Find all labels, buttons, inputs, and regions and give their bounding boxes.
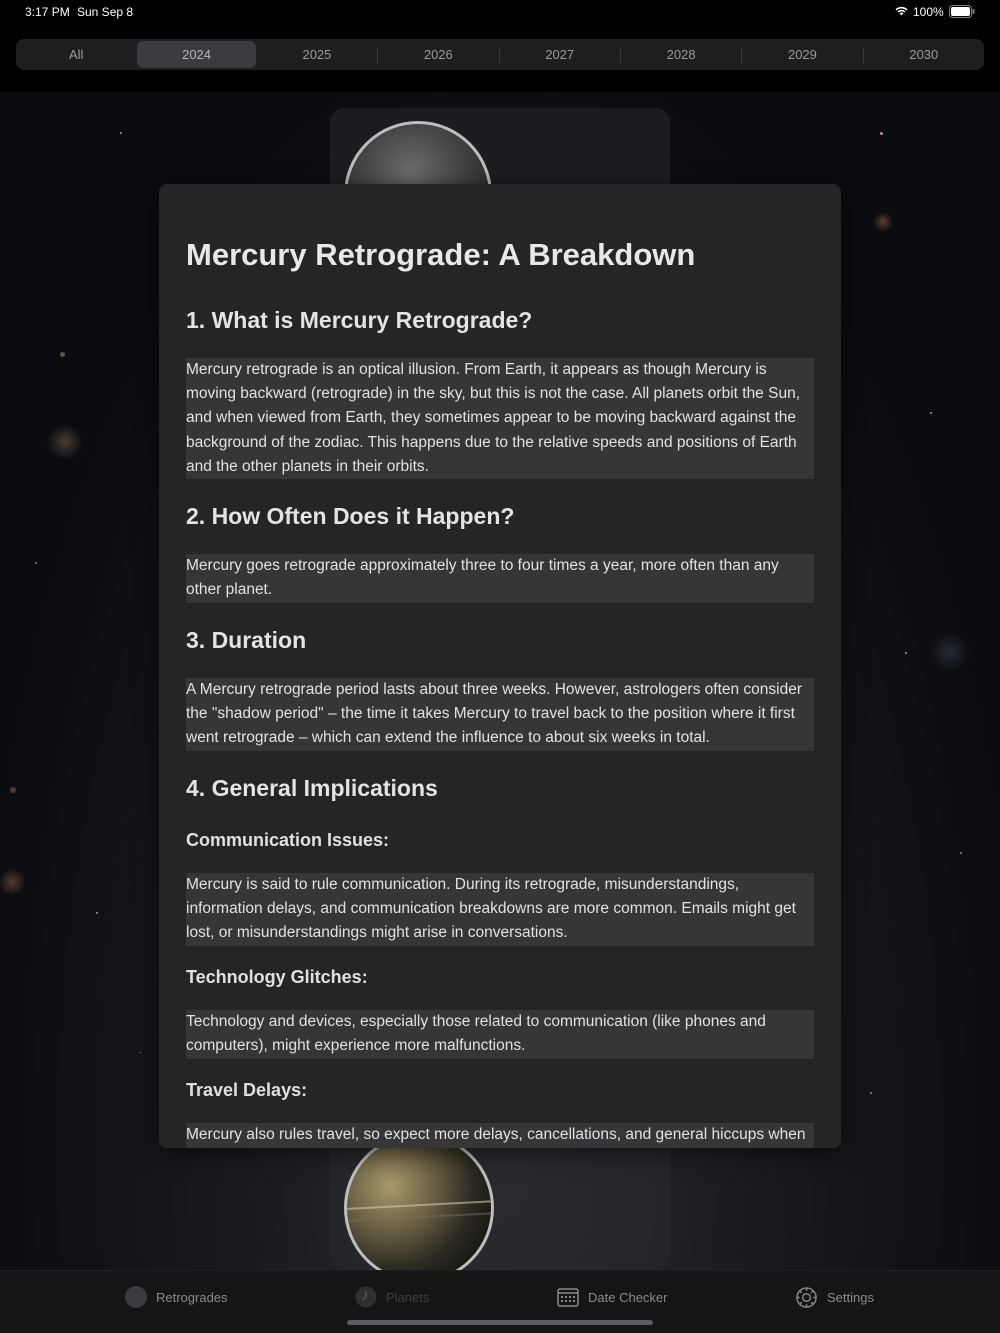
article-card[interactable] xyxy=(159,184,841,1148)
year-segment-2024[interactable]: 2024 xyxy=(137,41,255,68)
tab-settings[interactable] xyxy=(795,1285,874,1309)
battery-full-icon xyxy=(949,5,975,21)
saturn-planet-image[interactable] xyxy=(344,1133,494,1283)
subsection-heading: Travel Delays: xyxy=(186,1080,308,1100)
article-title: Mercury Retrograde: A Breakdown xyxy=(186,237,696,272)
wifi-icon xyxy=(894,5,909,19)
status-time: 3:17 PM xyxy=(25,5,70,19)
year-segment-2028[interactable]: 2028 xyxy=(666,47,696,62)
tab-label: Settings xyxy=(827,1289,874,1305)
section-paragraph: Mercury goes retrograde approximately three to four times a year, more often than any other planet. xyxy=(186,554,814,603)
tab-planets[interactable] xyxy=(355,1285,429,1309)
clock-icon xyxy=(355,1286,377,1308)
tab-label: Date Checker xyxy=(588,1289,668,1305)
tab-label: Retrogrades xyxy=(156,1289,228,1305)
battery-percent: 100% xyxy=(913,5,944,19)
subsection-heading: Communication Issues: xyxy=(186,830,390,850)
year-segment-2026[interactable]: 2026 xyxy=(423,47,453,62)
subsection-paragraph: Technology and devices, especially those related to communication (like phones and computers), might experience more malfunctions. xyxy=(186,1010,814,1059)
status-date: Sun Sep 8 xyxy=(77,5,134,19)
subsection-paragraph: Mercury is said to rule communication. During its retrograde, misunderstandings, information delays, and communication breakdowns are more common. Emails might get lost, or misunderstandings might arise in conversations. xyxy=(186,873,814,946)
year-segment-2025[interactable]: 2025 xyxy=(302,47,332,62)
section-heading: 3. Duration xyxy=(186,627,307,653)
home-indicator[interactable] xyxy=(347,1320,653,1325)
segment-divider xyxy=(620,47,621,63)
section-heading: 1. What is Mercury Retrograde? xyxy=(186,307,533,333)
year-segment-2030[interactable]: 2030 xyxy=(909,47,939,62)
calendar-icon xyxy=(557,1287,579,1307)
year-segment-2029[interactable]: 2029 xyxy=(787,47,817,62)
subsection-heading: Technology Glitches: xyxy=(186,967,368,987)
year-segmented-control xyxy=(16,39,984,70)
section-heading: 4. General Implications xyxy=(186,775,438,801)
segment-divider xyxy=(863,47,864,63)
tab-label: Planets xyxy=(386,1289,430,1305)
segment-divider xyxy=(377,47,378,63)
gear-icon xyxy=(795,1286,818,1309)
year-segment-all[interactable]: All xyxy=(68,47,84,62)
planet-circle-icon xyxy=(125,1286,147,1308)
saturn-ring xyxy=(344,1200,494,1223)
tab-retrogrades[interactable] xyxy=(125,1285,228,1309)
status-bar xyxy=(0,0,1000,24)
subsection-paragraph: Mercury also rules travel, so expect more delays, cancellations, and general hiccups when xyxy=(186,1123,814,1148)
section-heading: 2. How Often Does it Happen? xyxy=(186,503,515,529)
section-paragraph: Mercury retrograde is an optical illusion. From Earth, it appears as though Mercury is moving backward (retrograde) in the sky, but this is not the case. All planets orbit the Sun, and when viewed from Earth, they sometimes appear to be moving backward against the background of the zodiac. This happens due to the relative speeds and positions of Earth and the other planets in their orbits. xyxy=(186,358,814,479)
segment-divider xyxy=(741,47,742,63)
section-paragraph: A Mercury retrograde period lasts about three weeks. However, astrologers often consider the "shadow period" – the time it takes Mercury to travel back to the position where it first went retrograde – which can extend the influence to about six weeks in total. xyxy=(186,678,814,751)
segment-divider xyxy=(499,47,500,63)
tab-date-checker[interactable] xyxy=(557,1285,667,1309)
year-segment-2027[interactable]: 2027 xyxy=(545,47,575,62)
